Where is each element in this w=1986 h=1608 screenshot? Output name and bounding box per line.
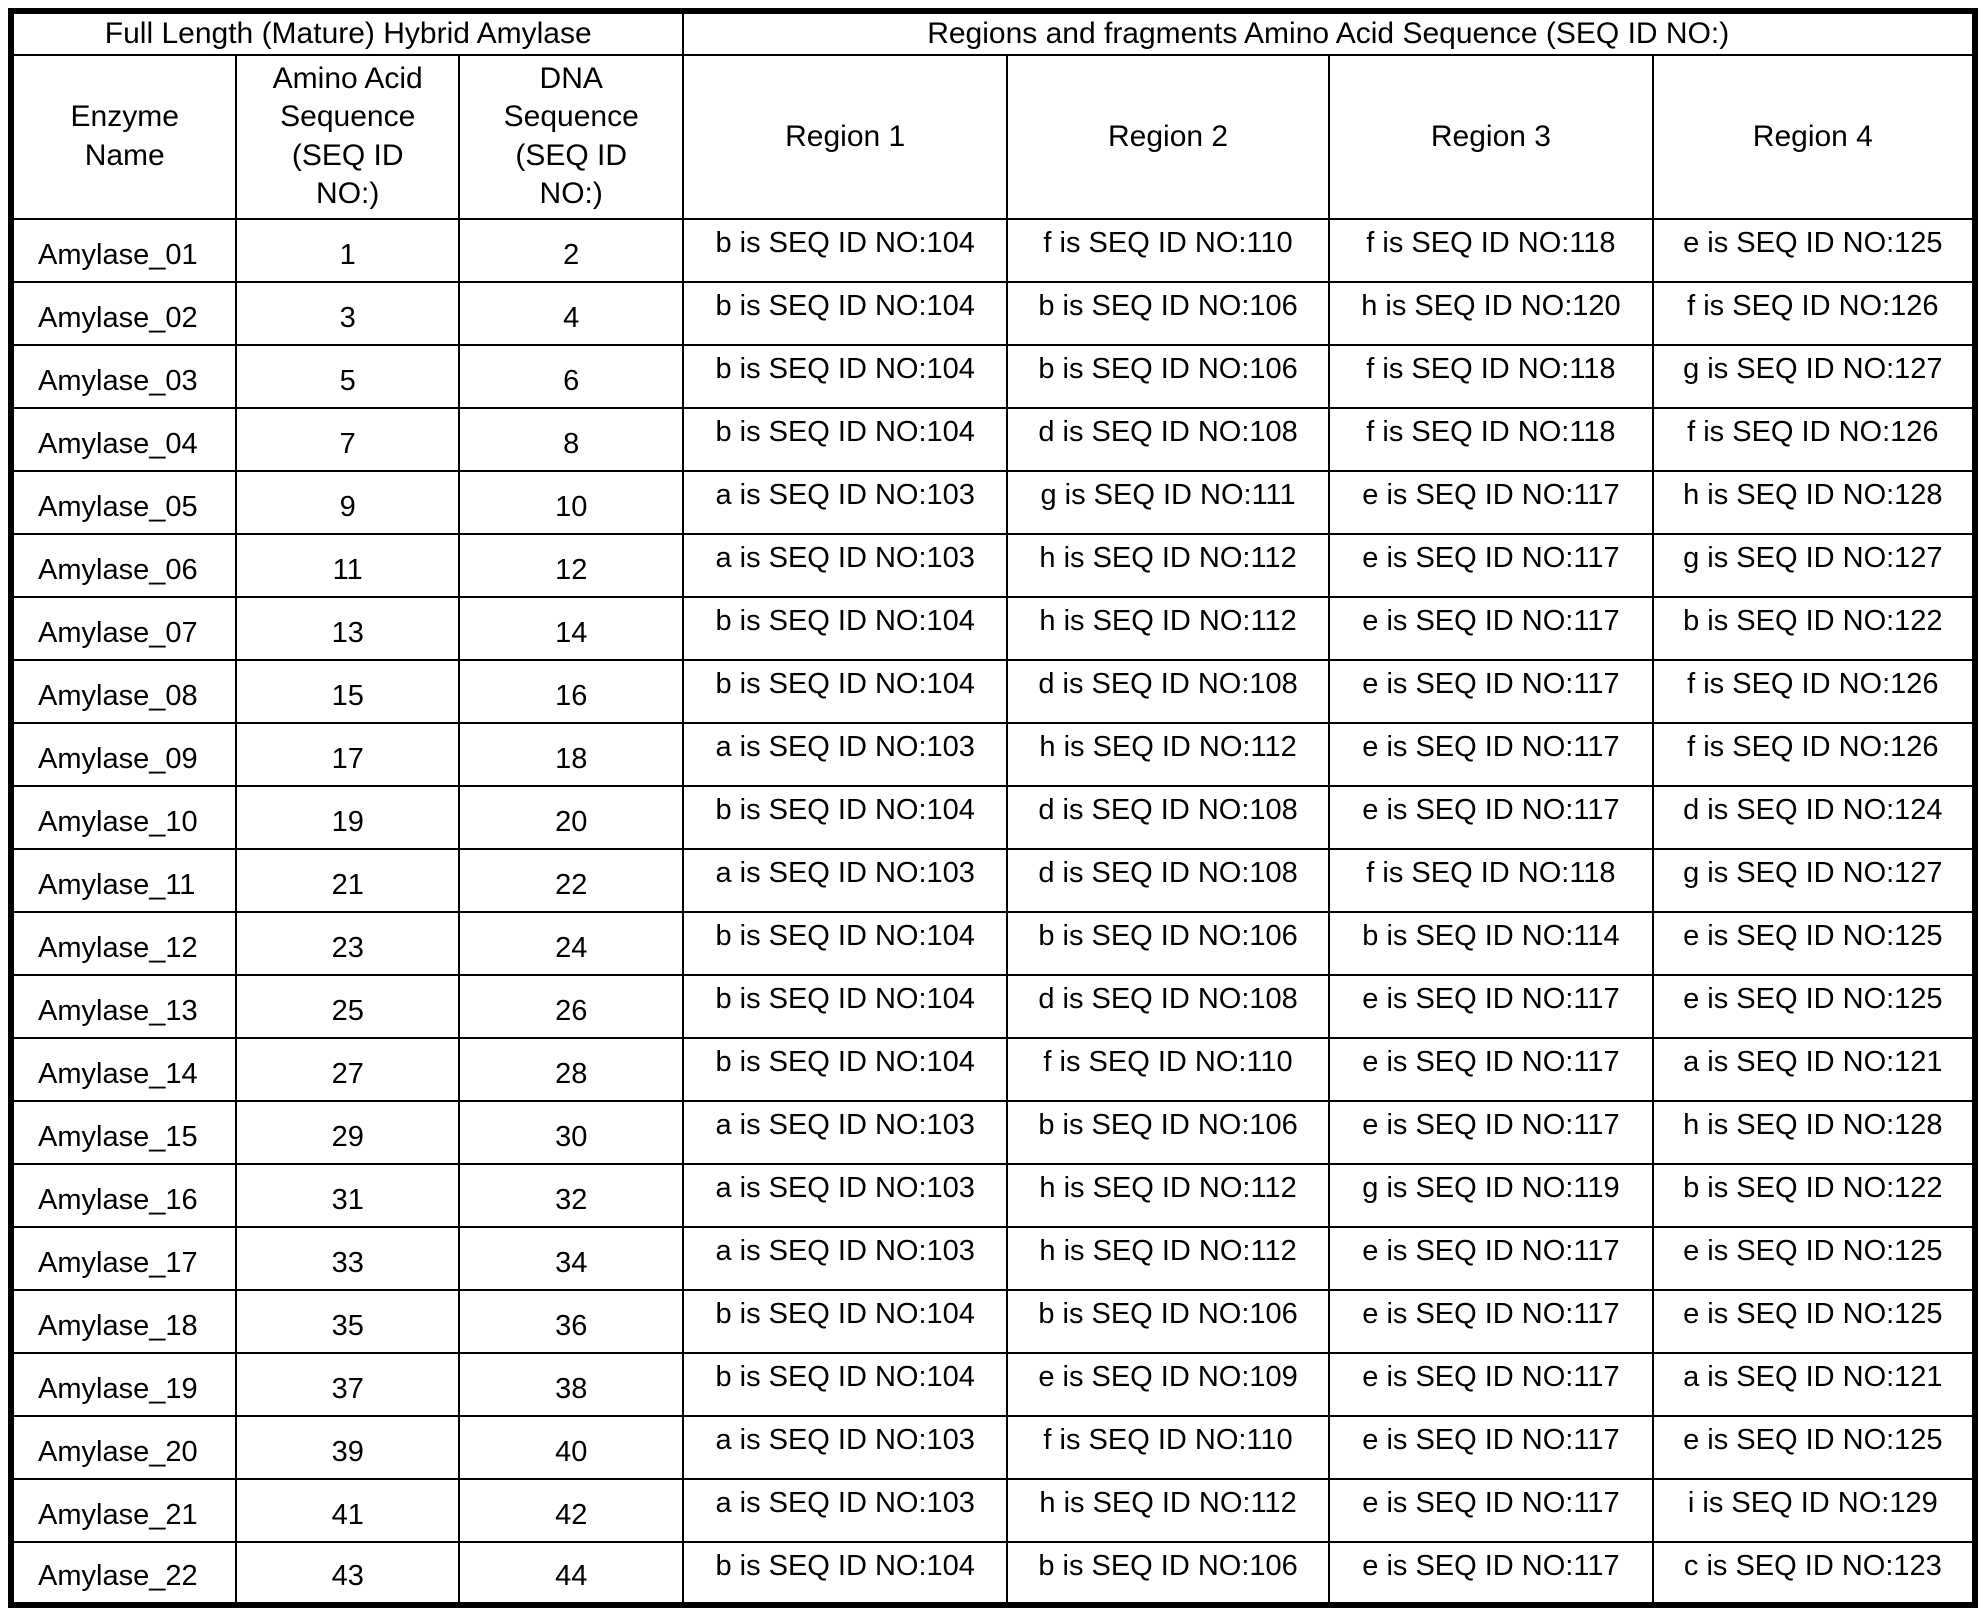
table-row: [11, 660, 1975, 723]
region4-cell: f is SEQ ID NO:126: [1653, 723, 1975, 786]
region3-cell: e is SEQ ID NO:117: [1329, 1542, 1652, 1605]
region1-cell: a is SEQ ID NO:103: [683, 849, 1006, 912]
region1-cell: a is SEQ ID NO:103: [683, 1227, 1006, 1290]
region3-cell: e is SEQ ID NO:117: [1329, 1353, 1652, 1416]
dna-seq-cell: 38: [459, 1353, 683, 1416]
region3-cell: e is SEQ ID NO:117: [1329, 723, 1652, 786]
region2-cell: d is SEQ ID NO:108: [1007, 975, 1329, 1038]
column-header-row: [11, 55, 1975, 219]
region3-cell: e is SEQ ID NO:117: [1329, 1479, 1652, 1542]
enzyme-name-cell: Amylase_06: [11, 534, 236, 597]
dna-seq-cell: 16: [459, 660, 683, 723]
enzyme-name-cell: Amylase_11: [11, 849, 236, 912]
region3-cell: e is SEQ ID NO:117: [1329, 786, 1652, 849]
region3-cell: h is SEQ ID NO:120: [1329, 282, 1652, 345]
enzyme-name-cell: Amylase_17: [11, 1227, 236, 1290]
amino-acid-seq-cell: 25: [236, 975, 459, 1038]
region4-cell: a is SEQ ID NO:121: [1653, 1353, 1975, 1416]
region1-cell: a is SEQ ID NO:103: [683, 1101, 1006, 1164]
dna-seq-cell: 24: [459, 912, 683, 975]
dna-seq-cell: 4: [459, 282, 683, 345]
enzyme-name-cell: Amylase_09: [11, 723, 236, 786]
region4-cell: i is SEQ ID NO:129: [1653, 1479, 1975, 1542]
dna-seq-cell: 18: [459, 723, 683, 786]
table-row: [11, 219, 1975, 282]
enzyme-name-cell: Amylase_22: [11, 1542, 236, 1605]
table-row: [11, 1479, 1975, 1542]
table-row: [11, 723, 1975, 786]
group-header-row: [11, 11, 1975, 55]
table-row: [11, 975, 1975, 1038]
enzyme-name-cell: Amylase_16: [11, 1164, 236, 1227]
region2-cell: f is SEQ ID NO:110: [1007, 219, 1329, 282]
region4-cell: b is SEQ ID NO:122: [1653, 1164, 1975, 1227]
region1-cell: b is SEQ ID NO:104: [683, 597, 1006, 660]
dna-seq-cell: 26: [459, 975, 683, 1038]
dna-seq-cell: 8: [459, 408, 683, 471]
region3-cell: e is SEQ ID NO:117: [1329, 1227, 1652, 1290]
region1-cell: b is SEQ ID NO:104: [683, 219, 1006, 282]
enzyme-name-cell: Amylase_08: [11, 660, 236, 723]
enzyme-name-cell: Amylase_04: [11, 408, 236, 471]
dna-seq-cell: 36: [459, 1290, 683, 1353]
amino-acid-seq-cell: 33: [236, 1227, 459, 1290]
enzyme-name-cell: Amylase_18: [11, 1290, 236, 1353]
table-row: [11, 912, 1975, 975]
dna-seq-cell: 20: [459, 786, 683, 849]
region1-cell: b is SEQ ID NO:104: [683, 1353, 1006, 1416]
region1-cell: a is SEQ ID NO:103: [683, 723, 1006, 786]
region3-cell: e is SEQ ID NO:117: [1329, 660, 1652, 723]
enzyme-name-cell: Amylase_19: [11, 1353, 236, 1416]
enzyme-name-cell: Amylase_15: [11, 1101, 236, 1164]
table-row: [11, 1416, 1975, 1479]
amino-acid-seq-cell: 37: [236, 1353, 459, 1416]
table-row: [11, 282, 1975, 345]
enzyme-name-cell: Amylase_21: [11, 1479, 236, 1542]
dna-seq-cell: 22: [459, 849, 683, 912]
region3-cell: e is SEQ ID NO:117: [1329, 597, 1652, 660]
region4-cell: g is SEQ ID NO:127: [1653, 534, 1975, 597]
region4-cell: h is SEQ ID NO:128: [1653, 1101, 1975, 1164]
amino-acid-seq-cell: 7: [236, 408, 459, 471]
enzyme-name-cell: Amylase_02: [11, 282, 236, 345]
region1-cell: a is SEQ ID NO:103: [683, 471, 1006, 534]
region3-cell: e is SEQ ID NO:117: [1329, 1101, 1652, 1164]
amino-acid-seq-cell: 5: [236, 345, 459, 408]
region2-cell: f is SEQ ID NO:110: [1007, 1038, 1329, 1101]
dna-seq-cell: 42: [459, 1479, 683, 1542]
col-header-amino-acid-seq: Amino Acid Sequence (SEQ ID NO:): [236, 55, 459, 219]
region1-cell: a is SEQ ID NO:103: [683, 1479, 1006, 1542]
region1-cell: b is SEQ ID NO:104: [683, 282, 1006, 345]
region1-cell: a is SEQ ID NO:103: [683, 534, 1006, 597]
col-header-region1: Region 1: [683, 55, 1006, 219]
enzyme-name-cell: Amylase_07: [11, 597, 236, 660]
table-row: [11, 597, 1975, 660]
table-row: [11, 1164, 1975, 1227]
table-row: [11, 534, 1975, 597]
dna-seq-cell: 12: [459, 534, 683, 597]
amino-acid-seq-cell: 15: [236, 660, 459, 723]
amino-acid-seq-cell: 21: [236, 849, 459, 912]
group-header-regions: Regions and fragments Amino Acid Sequence (SEQ ID NO:): [683, 11, 1975, 55]
amino-acid-seq-cell: 39: [236, 1416, 459, 1479]
table-row: [11, 1290, 1975, 1353]
amino-acid-seq-cell: 13: [236, 597, 459, 660]
region4-cell: a is SEQ ID NO:121: [1653, 1038, 1975, 1101]
region2-cell: b is SEQ ID NO:106: [1007, 1542, 1329, 1605]
table-row: [11, 1542, 1975, 1605]
region2-cell: h is SEQ ID NO:112: [1007, 1479, 1329, 1542]
region4-cell: e is SEQ ID NO:125: [1653, 1290, 1975, 1353]
region2-cell: d is SEQ ID NO:108: [1007, 660, 1329, 723]
table-row: [11, 1227, 1975, 1290]
amino-acid-seq-cell: 3: [236, 282, 459, 345]
region4-cell: h is SEQ ID NO:128: [1653, 471, 1975, 534]
region1-cell: b is SEQ ID NO:104: [683, 912, 1006, 975]
region4-cell: f is SEQ ID NO:126: [1653, 660, 1975, 723]
col-header-region4: Region 4: [1653, 55, 1975, 219]
region3-cell: f is SEQ ID NO:118: [1329, 345, 1652, 408]
dna-seq-cell: 40: [459, 1416, 683, 1479]
col-header-region2: Region 2: [1007, 55, 1329, 219]
enzyme-name-cell: Amylase_03: [11, 345, 236, 408]
region2-cell: h is SEQ ID NO:112: [1007, 723, 1329, 786]
region2-cell: b is SEQ ID NO:106: [1007, 912, 1329, 975]
region2-cell: h is SEQ ID NO:112: [1007, 534, 1329, 597]
region3-cell: b is SEQ ID NO:114: [1329, 912, 1652, 975]
amino-acid-seq-cell: 23: [236, 912, 459, 975]
region2-cell: b is SEQ ID NO:106: [1007, 1290, 1329, 1353]
region4-cell: e is SEQ ID NO:125: [1653, 219, 1975, 282]
region4-cell: e is SEQ ID NO:125: [1653, 912, 1975, 975]
region1-cell: b is SEQ ID NO:104: [683, 786, 1006, 849]
region3-cell: f is SEQ ID NO:118: [1329, 849, 1652, 912]
col-header-enzyme-name: Enzyme Name: [11, 55, 236, 219]
amino-acid-seq-cell: 17: [236, 723, 459, 786]
region2-cell: h is SEQ ID NO:112: [1007, 1164, 1329, 1227]
table-row: [11, 849, 1975, 912]
dna-seq-cell: 44: [459, 1542, 683, 1605]
region4-cell: e is SEQ ID NO:125: [1653, 1227, 1975, 1290]
amino-acid-seq-cell: 43: [236, 1542, 459, 1605]
dna-seq-cell: 14: [459, 597, 683, 660]
region2-cell: e is SEQ ID NO:109: [1007, 1353, 1329, 1416]
enzyme-name-cell: Amylase_14: [11, 1038, 236, 1101]
region4-cell: g is SEQ ID NO:127: [1653, 849, 1975, 912]
amino-acid-seq-cell: 29: [236, 1101, 459, 1164]
amino-acid-seq-cell: 1: [236, 219, 459, 282]
region3-cell: e is SEQ ID NO:117: [1329, 471, 1652, 534]
amino-acid-seq-cell: 9: [236, 471, 459, 534]
enzyme-name-cell: Amylase_05: [11, 471, 236, 534]
table-row: [11, 408, 1975, 471]
region1-cell: b is SEQ ID NO:104: [683, 1038, 1006, 1101]
amino-acid-seq-cell: 27: [236, 1038, 459, 1101]
amino-acid-seq-cell: 31: [236, 1164, 459, 1227]
region3-cell: e is SEQ ID NO:117: [1329, 1416, 1652, 1479]
enzyme-name-cell: Amylase_01: [11, 219, 236, 282]
col-header-dna-seq: DNA Sequence (SEQ ID NO:): [459, 55, 683, 219]
amino-acid-seq-cell: 41: [236, 1479, 459, 1542]
region3-cell: e is SEQ ID NO:117: [1329, 534, 1652, 597]
region2-cell: h is SEQ ID NO:112: [1007, 1227, 1329, 1290]
table-row: [11, 345, 1975, 408]
table-row: [11, 471, 1975, 534]
table-row: [11, 1101, 1975, 1164]
amino-acid-seq-cell: 19: [236, 786, 459, 849]
enzyme-name-cell: Amylase_10: [11, 786, 236, 849]
region4-cell: d is SEQ ID NO:124: [1653, 786, 1975, 849]
region2-cell: g is SEQ ID NO:111: [1007, 471, 1329, 534]
enzyme-name-cell: Amylase_13: [11, 975, 236, 1038]
table-body: [11, 219, 1975, 1605]
region3-cell: g is SEQ ID NO:119: [1329, 1164, 1652, 1227]
group-header-full-length: Full Length (Mature) Hybrid Amylase: [11, 11, 683, 55]
region2-cell: d is SEQ ID NO:108: [1007, 849, 1329, 912]
region1-cell: a is SEQ ID NO:103: [683, 1416, 1006, 1479]
region2-cell: d is SEQ ID NO:108: [1007, 786, 1329, 849]
enzyme-name-cell: Amylase_20: [11, 1416, 236, 1479]
region3-cell: f is SEQ ID NO:118: [1329, 219, 1652, 282]
dna-seq-cell: 28: [459, 1038, 683, 1101]
region4-cell: g is SEQ ID NO:127: [1653, 345, 1975, 408]
region2-cell: d is SEQ ID NO:108: [1007, 408, 1329, 471]
region4-cell: e is SEQ ID NO:125: [1653, 975, 1975, 1038]
region3-cell: e is SEQ ID NO:117: [1329, 1290, 1652, 1353]
region4-cell: f is SEQ ID NO:126: [1653, 282, 1975, 345]
region4-cell: b is SEQ ID NO:122: [1653, 597, 1975, 660]
dna-seq-cell: 10: [459, 471, 683, 534]
dna-seq-cell: 30: [459, 1101, 683, 1164]
table-row: [11, 786, 1975, 849]
region1-cell: b is SEQ ID NO:104: [683, 1290, 1006, 1353]
col-header-region3: Region 3: [1329, 55, 1652, 219]
table-row: [11, 1353, 1975, 1416]
region2-cell: b is SEQ ID NO:106: [1007, 345, 1329, 408]
region1-cell: b is SEQ ID NO:104: [683, 345, 1006, 408]
region2-cell: f is SEQ ID NO:110: [1007, 1416, 1329, 1479]
enzyme-name-cell: Amylase_12: [11, 912, 236, 975]
dna-seq-cell: 34: [459, 1227, 683, 1290]
region3-cell: e is SEQ ID NO:117: [1329, 1038, 1652, 1101]
region4-cell: f is SEQ ID NO:126: [1653, 408, 1975, 471]
dna-seq-cell: 6: [459, 345, 683, 408]
region2-cell: h is SEQ ID NO:112: [1007, 597, 1329, 660]
region1-cell: b is SEQ ID NO:104: [683, 975, 1006, 1038]
region1-cell: b is SEQ ID NO:104: [683, 408, 1006, 471]
amino-acid-seq-cell: 11: [236, 534, 459, 597]
region1-cell: b is SEQ ID NO:104: [683, 660, 1006, 723]
region3-cell: e is SEQ ID NO:117: [1329, 975, 1652, 1038]
amylase-sequence-table: [8, 8, 1978, 1608]
dna-seq-cell: 2: [459, 219, 683, 282]
dna-seq-cell: 32: [459, 1164, 683, 1227]
region1-cell: b is SEQ ID NO:104: [683, 1542, 1006, 1605]
region1-cell: a is SEQ ID NO:103: [683, 1164, 1006, 1227]
region4-cell: c is SEQ ID NO:123: [1653, 1542, 1975, 1605]
region2-cell: b is SEQ ID NO:106: [1007, 1101, 1329, 1164]
table-row: [11, 1038, 1975, 1101]
region4-cell: e is SEQ ID NO:125: [1653, 1416, 1975, 1479]
region2-cell: b is SEQ ID NO:106: [1007, 282, 1329, 345]
region3-cell: f is SEQ ID NO:118: [1329, 408, 1652, 471]
amino-acid-seq-cell: 35: [236, 1290, 459, 1353]
